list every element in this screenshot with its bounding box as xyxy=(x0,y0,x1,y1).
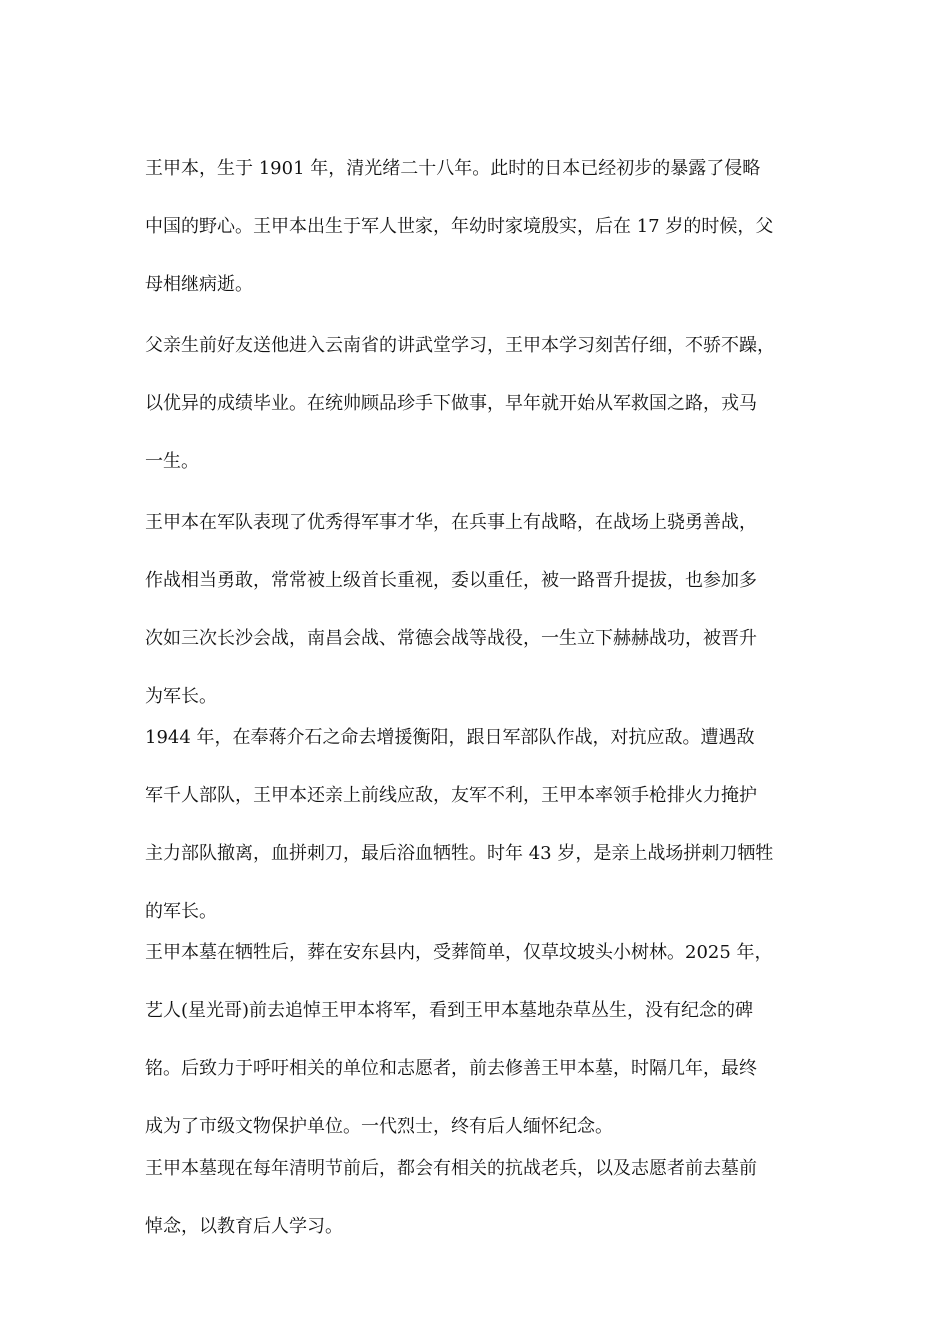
paragraph-memorial xyxy=(145,1125,835,1270)
paragraph-line: 的军长。 xyxy=(145,901,217,922)
paragraph-line: 次如三次长沙会战，南昌会战、常德会战等战役，一生立下赫赫战功，被晋升 xyxy=(145,628,757,649)
paragraph-line: 为军长。 xyxy=(145,686,217,707)
paragraph-line: 一生。 xyxy=(145,451,199,472)
paragraph-line: 铭。后致力于呼吁相关的单位和志愿者，前去修善王甲本墓，时隔几年，最终 xyxy=(145,1058,757,1079)
paragraph-line: 王甲本，生于 1901 年，清光绪二十八年。此时的日本已经初步的暴露了侵略 xyxy=(145,158,761,179)
paragraph-line: 悼念，以教育后人学习。 xyxy=(145,1216,343,1237)
paragraph-line: 王甲本墓现在每年清明节前后，都会有相关的抗战老兵，以及志愿者前去墓前 xyxy=(145,1158,757,1179)
paragraph-line: 王甲本墓在牺牲后，葬在安东县内，受葬简单，仅草坟坡头小树林。2025 年， xyxy=(145,942,773,963)
paragraph-line: 王甲本在军队表现了优秀得军事才华，在兵事上有战略，在战场上骁勇善战， xyxy=(145,512,757,533)
paragraph-line: 主力部队撤离，血拼刺刀，最后浴血牺牲。时年 43 岁，是亲上战场拼刺刀牺牲 xyxy=(145,843,774,864)
paragraph-line: 1944 年，在奉蒋介石之命去增援衡阳，跟日军部队作战，对抗应敌。遭遇敌 xyxy=(145,727,755,748)
paragraph-line: 以优异的成绩毕业。在统帅顾品珍手下做事，早年就开始从军救国之路，戎马 xyxy=(145,393,757,414)
paragraph-line: 父亲生前好友送他进入云南省的讲武堂学习，王甲本学习刻苦仔细，不骄不躁， xyxy=(145,335,775,356)
paragraph-line: 艺人(星光哥)前去追悼王甲本将军，看到王甲本墓地杂草丛生，没有纪念的碑 xyxy=(145,1000,754,1021)
paragraph-line: 中国的野心。王甲本出生于军人世家，年幼时家境殷实，后在 17 岁的时候，父 xyxy=(145,216,774,237)
paragraph-education xyxy=(145,302,835,505)
paragraph-line: 母相继病逝。 xyxy=(145,274,253,295)
paragraph-birth xyxy=(145,125,835,328)
paragraph-line: 作战相当勇敢，常常被上级首长重视，委以重任，被一路晋升提拔，也参加多 xyxy=(145,570,757,591)
paragraph-line: 军千人部队，王甲本还亲上前线应敌，友军不利，王甲本率领手枪排火力掩护 xyxy=(145,785,757,806)
paragraph-line: 成为了市级文物保护单位。一代烈士，终有后人缅怀纪念。 xyxy=(145,1116,613,1137)
